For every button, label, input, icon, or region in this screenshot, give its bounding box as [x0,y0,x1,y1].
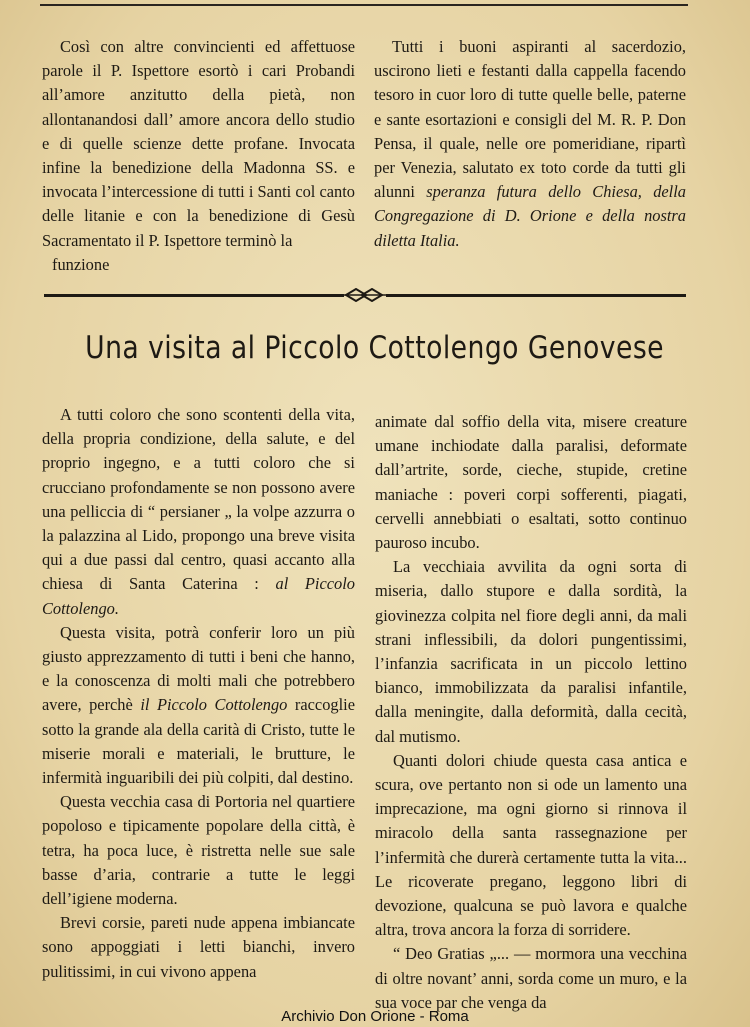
paragraph-end-word: funzione [52,254,110,274]
article-p2-italic: il Piccolo Cottolengo [140,695,288,715]
top-left-column [42,35,355,277]
top-right-column [374,35,686,253]
paragraph-aspiranti-text: Tutti i buoni aspiranti al sacerdozio, uscirono lieti e festanti dalla cappella facendo tesoro in cuor loro di tutte quelle belle, paterne e sante esortazioni e consigli del M. R. P. Don Pensa, il quale, nelle ore pomeridiane, ripartì per Venezia, salutato ex toto corde da tutti gli alunni [374,37,686,202]
top-rule [40,4,688,6]
archive-footer: Archivio Don Orione - Roma [281,1008,469,1025]
article-paragraph-4: Brevi corsie, pareti nude appena imbiancate sono appoggiati i letti bianchi, invero pulitissimi, in cui vivono appena [42,913,355,981]
diamond-ornament-icon [344,288,386,302]
paragraph-aspiranti-italic: speranza futura dello Chiesa, della Congregazione di D. Orione e della nostra diletta Italia. [374,182,686,250]
divider-line-right [386,294,686,297]
article-left-column [42,403,355,984]
divider-line-left [44,294,344,297]
article-p2-end: raccoglie sotto la grande ala della carità di Cristo, tutte le miserie morali e materiali, le brutture, le infermità inguaribili dei più colpiti, dal destino. [42,695,355,788]
article-p1-italic: al Piccolo Cottolengo. [42,574,355,618]
article-paragraph-continued: animate dal soffio della vita, misere creature umane inchiodate dalla paralisi, deformate dall’artrite, sorde, cieche, stupide, cretine maniache : poveri corpi sofferenti, piagati, cervelli annebbiati o esaltati, sotto continuo pauroso incubo. [375,412,687,553]
paragraph-ispettore: Così con altre convincienti ed affettuose parole il P. Ispettore esortò i cari Probandi all’amore anzitutto della pietà, non allontanandosi dall’ amore ancora dello studio e di quelle scienze dette profane. Invocata infine la benedizione della Madonna SS. e invocata l’intercessione di tutti i Santi col canto delle litanie e con la benedizione di Gesù Sacramentato il P. Ispettore terminò la [42,37,355,250]
article-paragraph-1 [42,403,355,621]
article-right-column [375,410,687,1015]
paragraph-aspiranti [374,35,686,253]
article-p1-text: A tutti coloro che sono scontenti della vita, della propria condizione, della salute, e del proprio ingegno, e a tutti coloro che si crucciano profondamente se non possono avere una pelliccia di “ persianer „ la volpe azzurra o la palazzina al Lido, propongo una breve visita qui a due passi dal centro, quasi accanto alla chiesa di Santa Caterina : [42,405,355,594]
section-divider [44,288,686,302]
article-paragraph-2 [42,621,355,790]
article-title: Una visita al Piccolo Cottolengo Genovese [85,330,664,366]
article-p2-text: Questa visita, potrà conferir loro un più giusto apprezzamento di tutti i beni che hanno, e la conoscenza di molti mali che potrebbero avere, perchè [42,622,355,715]
article-paragraph-3: Questa vecchia casa di Portoria nel quartiere popoloso e tipicamente popolare della città, è tetra, ha poca luce, è ristretta nelle sue sale basse d’aria, contrarie a tutte le leggi dell’igiene moderna. [42,792,355,909]
article-paragraph-deo-gratias: “ Deo Gratias „... — mormora una vecchina di oltre novant’ anni, sorda come un muro, e la sua voce par che venga da [375,944,687,1012]
article-paragraph-vecchiaia: La vecchiaia avvilita da ogni sorta di miseria, dallo stupore e dalla sordità, la giovinezza colpita nel fiore degli anni, da mali strani inflessibili, da dolori pungentissimi, l’infanzia sacrificata in un piccolo lettino bianco, immobilizzata da paralisi infantile, dalla meningite, dalla deformità, dalla cecità, dal mutismo. [375,557,687,746]
article-paragraph-quanti-dolori: Quanti dolori chiude questa casa antica e scura, ove pertanto non si ode un lamento una imprecazione, ma ogni giorno si rinnova il miracolo della santa rassegnazione per l’infermità che durerà certamente tutta la vita... Le ricoverate pregano, leggono libri di devozione, qualcuna se può lavora e qualche altra, trova ancora la forza di sorridere. [375,750,687,940]
